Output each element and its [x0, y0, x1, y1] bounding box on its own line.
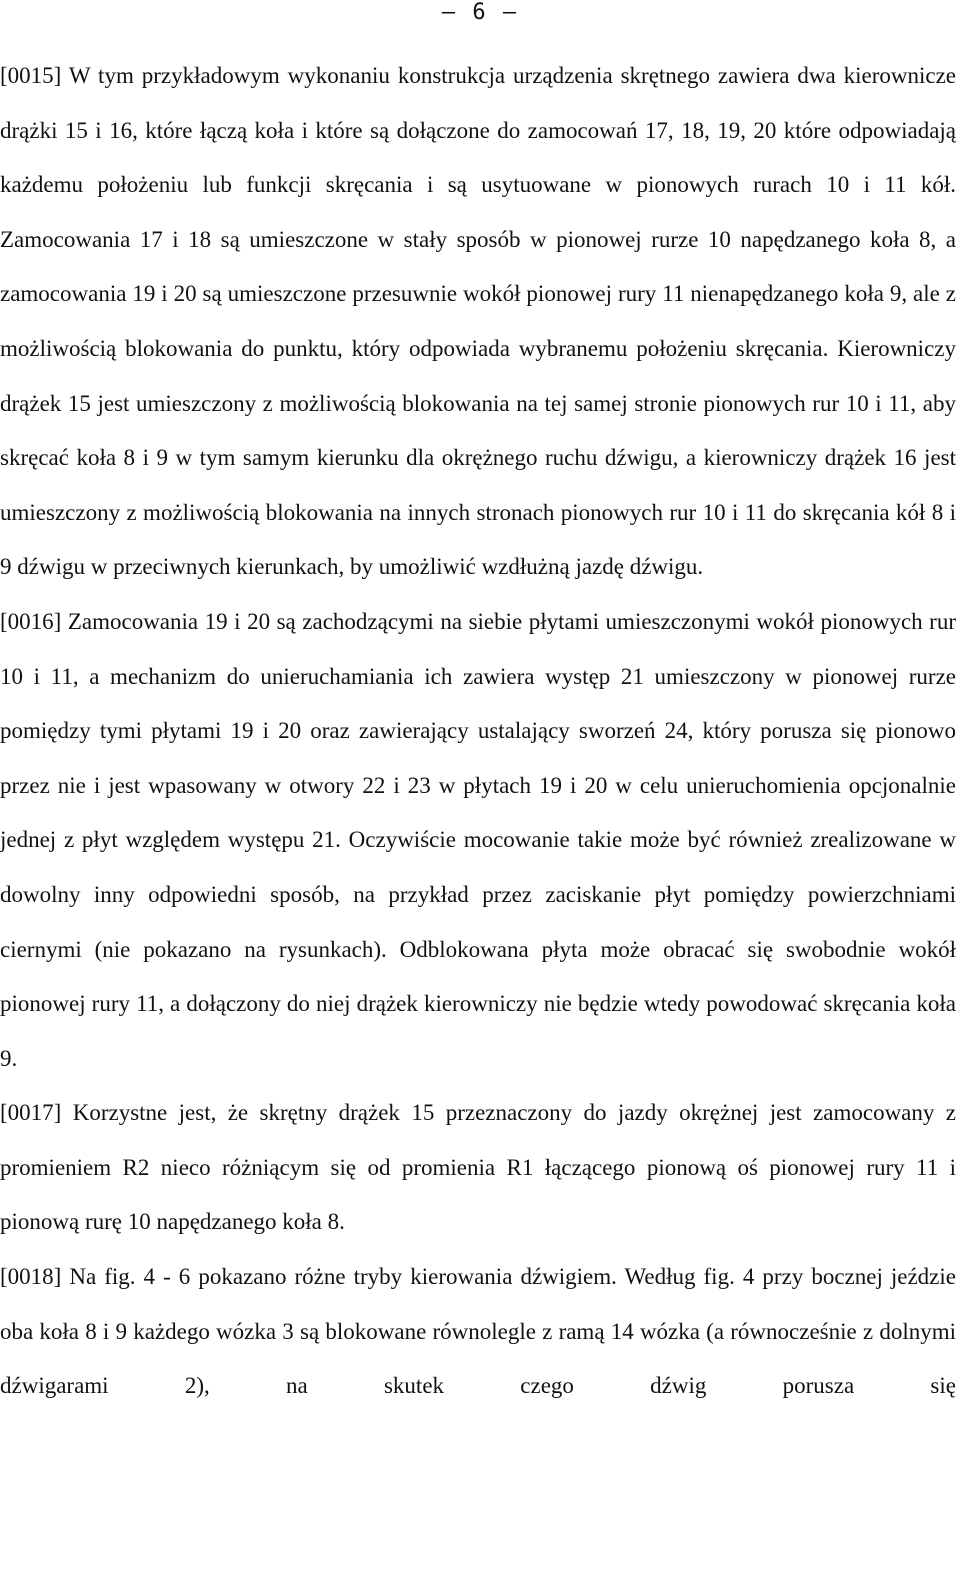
page-number: – 6 – — [441, 0, 519, 25]
paragraph-0016: [0016] Zamocowania 19 i 20 są zachodzącymi na siebie płytami umieszczonymi wokół pionowych rur 10 i 11, a mechanizm do unieruchamiania ich zawiera występ 21 umieszczony w pionowej rurze pomiędzy tymi płytami 19 i 20 oraz zawierający ustalający sworzeń 24, który porusza się pionowo przez nie i jest wpasowany w otwory 22 i 23 w płytach 19 i 20 w celu unieruchomienia opcjonalnie jednej z płyt względem występu 21. Oczywiście mocowanie takie może być również zrealizowane w dowolny inny odpowiedni sposób, na przykład przez zaciskanie płyt pomiędzy powierzchniami ciernymi (nie pokazano na rysunkach). Odblokowana płyta może obracać się swobodnie wokół pionowej rury 11, a dołączony do niej drążek kierowniczy nie będzie wtedy powodować skręcania koła 9. — [0, 608, 956, 1071]
document-body — [0, 49, 956, 1414]
paragraph-0017: [0017] Korzystne jest, że skrętny drążek 15 przeznaczony do jazdy okrężnej jest zamocowany z promieniem R2 nieco różniącym się od promienia R1 łączącego pionową oś pionowej rury 11 i pionową rurę 10 napędzanego koła 8. — [0, 1100, 956, 1235]
paragraph-0015: [0015] W tym przykładowym wykonaniu konstrukcja urządzenia skrętnego zawiera dwa kierownicze drążki 15 i 16, które łączą koła i które są dołączone do zamocowań 17, 18, 19, 20 które odpowiadają każdemu położeniu lub funkcji skręcania i są usytuowane w pionowych rurach 10 i 11 kół. Zamocowania 17 i 18 są umieszczone w stały sposób w pionowej rurze 10 napędzanego koła 8, a zamocowania 19 i 20 są umieszczone przesuwnie wokół pionowej rury 11 nienapędzanego koła 9, ale z możliwością blokowania do punktu, który odpowiada wybranemu położeniu skręcania. Kierowniczy drążek 15 jest umieszczony z możliwością blokowania na tej samej stronie pionowych rur 10 i 11, aby skręcać koła 8 i 9 w tym samym kierunku dla okrężnego ruchu dźwigu, a kierowniczy drążek 16 jest umieszczony z możliwością blokowania na innych stronach pionowych rur 10 i 11 do skręcania kół 8 i 9 dźwigu w przeciwnych kierunkach, by umożliwić wzdłużną jazdę dźwigu. — [0, 63, 956, 580]
paragraph-0018: [0018] Na fig. 4 - 6 pokazano różne tryby kierowania dźwigiem. Według fig. 4 przy bocznej jeździe oba koła 8 i 9 każdego wózka 3 są blokowane równolegle z ramą 14 wózka (a równocześnie z dolnymi dźwigarami 2), na skutek czego dźwig porusza się — [0, 1264, 956, 1399]
